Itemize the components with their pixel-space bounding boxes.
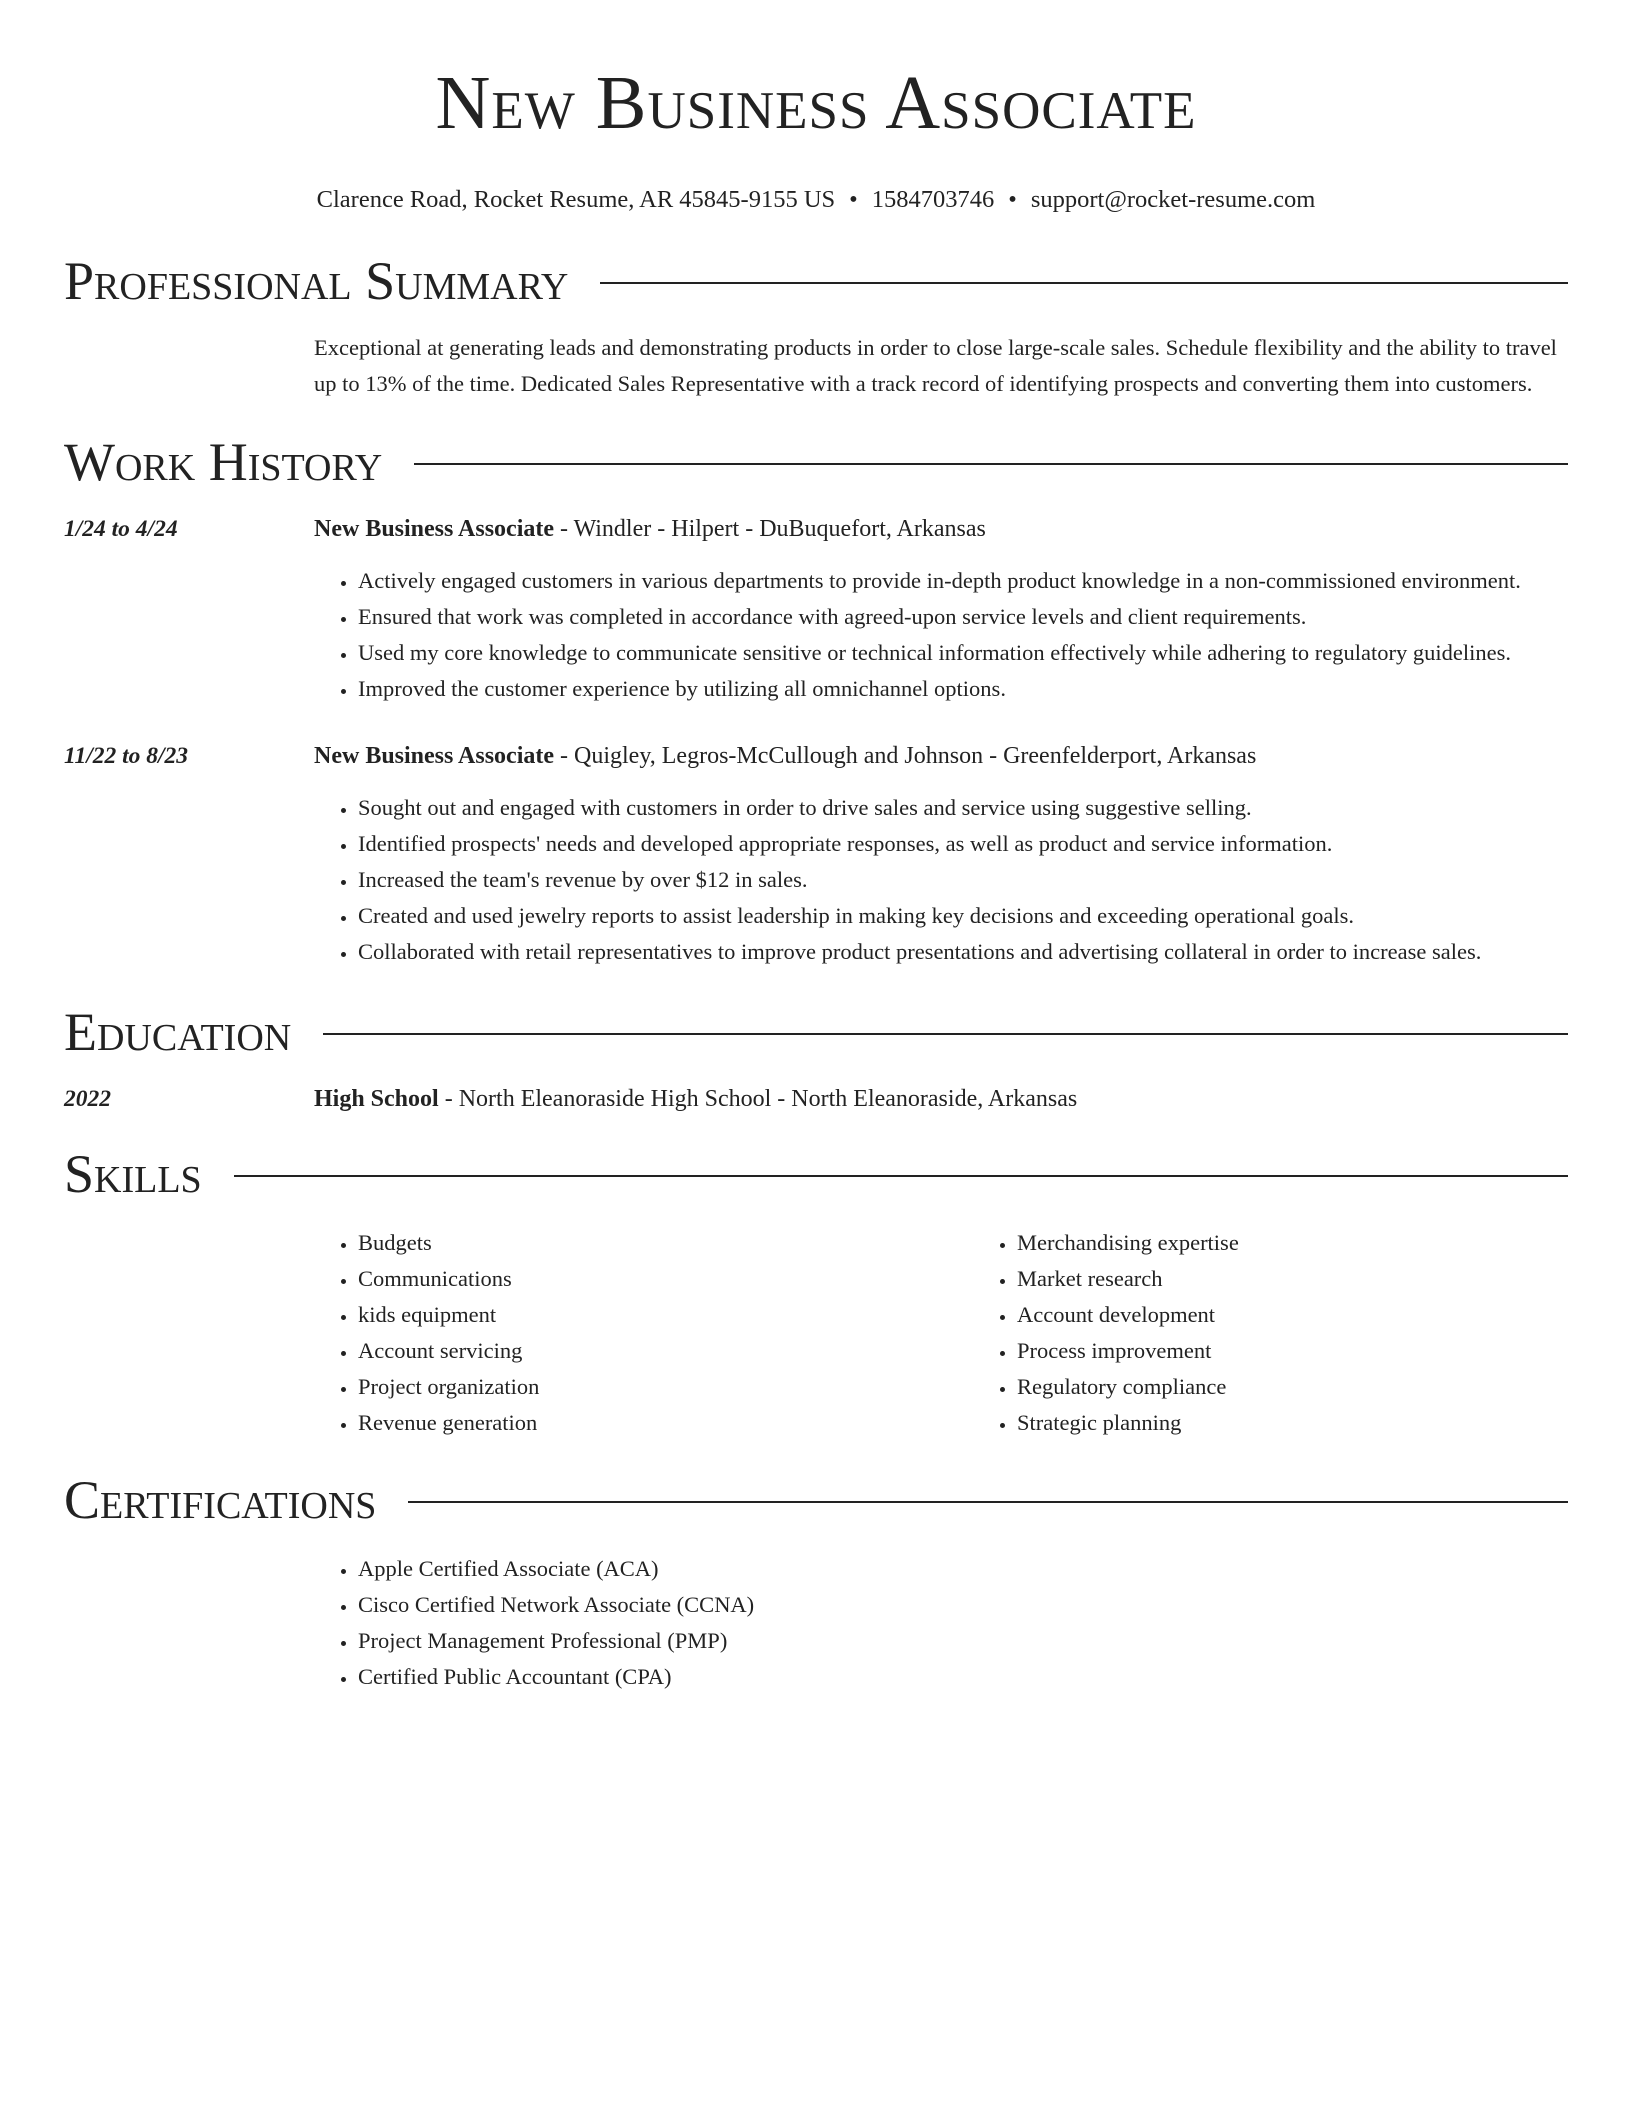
job-details: - Windler - Hilpert - DuBuquefort, Arkansas: [554, 516, 986, 542]
section-divider: [414, 463, 1568, 465]
certifications-row: [64, 1551, 1568, 1695]
list-item: • Revenue generation: [358, 1405, 973, 1441]
section-divider: [408, 1501, 1568, 1503]
list-item: • Created and used jewelry reports to assist leadership in making key decisions and exceeding operational goals.: [358, 898, 1568, 934]
job-entry: [64, 739, 1568, 970]
education-year: 2022: [64, 1086, 111, 1112]
contact-separator: •: [849, 186, 858, 213]
summary-text: Exceptional at generating leads and demonstrating products in order to close large-scale sales. Schedule flexibility and the ability to travel up to 13% of the time. Dedicated Sales Representative with a track record of identifying prospects and converting them into customers.: [314, 335, 1557, 396]
list-item: • Account development: [1017, 1297, 1632, 1333]
list-item: • Cisco Certified Network Associate (CCNA): [358, 1587, 1568, 1623]
education-line: [314, 1082, 1568, 1116]
education-details: - North Eleanoraside High School - North Eleanoraside, Arkansas: [438, 1086, 1078, 1112]
skills-grid: [314, 1225, 1632, 1441]
section-title: Certifications: [64, 1470, 377, 1530]
section-divider: [323, 1033, 1568, 1035]
list-item: • Sought out and engaged with customers in order to drive sales and service using suggestive selling.: [358, 790, 1568, 826]
list-item: • Used my core knowledge to communicate sensitive or technical information effectively while adhering to regulatory guidelines.: [358, 635, 1568, 671]
list-item: • Process improvement: [1017, 1333, 1632, 1369]
list-item: • Improved the customer experience by utilizing all omnichannel options.: [358, 671, 1568, 707]
list-item: • Apple Certified Associate (ACA): [358, 1551, 1568, 1587]
list-item: • Ensured that work was completed in accordance with agreed-upon service levels and client requirements.: [358, 599, 1568, 635]
list-item: • Account servicing: [358, 1333, 973, 1369]
contact-address: Clarence Road, Rocket Resume, AR 45845-9155 US: [316, 186, 836, 213]
certifications-section: [64, 1468, 1568, 1695]
list-item: • Project organization: [358, 1369, 973, 1405]
contact-phone: 1584703746: [871, 186, 995, 213]
section-title: Education: [64, 1002, 292, 1062]
list-item: • Certified Public Accountant (CPA): [358, 1659, 1568, 1695]
list-item: • kids equipment: [358, 1297, 973, 1333]
list-item: • Regulatory compliance: [1017, 1369, 1632, 1405]
certifications-spacer: [64, 1551, 314, 1695]
skills-list-right: [973, 1225, 1632, 1441]
contact-line: [64, 184, 1568, 216]
list-item: • Strategic planning: [1017, 1405, 1632, 1441]
list-item: • Actively engaged customers in various departments to provide in-depth product knowledge in a non-commissioned environment.: [358, 563, 1568, 599]
job-title-line: [314, 739, 1568, 773]
list-item: • Increased the team's revenue by over $12 in sales.: [358, 862, 1568, 898]
section-divider: [600, 282, 1568, 284]
job-role: New Business Associate: [314, 516, 555, 542]
job-role: New Business Associate: [314, 743, 555, 769]
job-title-line: [314, 512, 1568, 546]
certifications-list: [314, 1551, 1568, 1695]
work-heading-row: [64, 430, 1568, 494]
list-item: • Market research: [1017, 1261, 1632, 1297]
skills-row: [64, 1225, 1568, 1441]
job-bullets: [314, 790, 1568, 970]
job-details: - Quigley, Legros-McCullough and Johnson - Greenfelderport, Arkansas: [554, 743, 1257, 769]
skills-heading-row: [64, 1142, 1568, 1206]
contact-email[interactable]: support@rocket-resume.com: [1030, 186, 1316, 213]
summary-spacer: [64, 330, 314, 402]
job-dates: 11/22 to 8/23: [64, 743, 189, 769]
section-title: Skills: [64, 1144, 202, 1204]
skills-spacer: [64, 1225, 314, 1441]
education-heading-row: [64, 1000, 1568, 1064]
job-entry: [64, 512, 1568, 707]
job-dates: 1/24 to 4/24: [64, 516, 178, 542]
summary-heading-row: [64, 249, 1568, 313]
work-history-section: [64, 430, 1568, 970]
summary-body: [314, 330, 1568, 402]
skills-list-left: [314, 1225, 973, 1441]
section-title: Work History: [64, 432, 383, 492]
list-item: • Identified prospects' needs and developed appropriate responses, as well as product and service information.: [358, 826, 1568, 862]
list-item: • Communications: [358, 1261, 973, 1297]
summary-row: [64, 330, 1568, 402]
education-section: [64, 1000, 1568, 1116]
list-item: • Collaborated with retail representatives to improve product presentations and advertising collateral in order to increase sales.: [358, 934, 1568, 970]
skills-section: [64, 1142, 1568, 1441]
education-degree: High School: [314, 1086, 439, 1112]
list-item: • Budgets: [358, 1225, 973, 1261]
summary-section: [64, 249, 1568, 402]
section-divider: [234, 1175, 1568, 1177]
list-item: • Project Management Professional (PMP): [358, 1623, 1568, 1659]
candidate-name: New Business Associate: [435, 61, 1197, 145]
job-bullets: [314, 563, 1568, 707]
education-entry: [64, 1082, 1568, 1116]
section-title: Professional Summary: [64, 251, 569, 311]
certifications-heading-row: [64, 1468, 1568, 1532]
contact-separator: •: [1008, 186, 1017, 213]
list-item: • Merchandising expertise: [1017, 1225, 1632, 1261]
certifications-body: [314, 1551, 1568, 1695]
